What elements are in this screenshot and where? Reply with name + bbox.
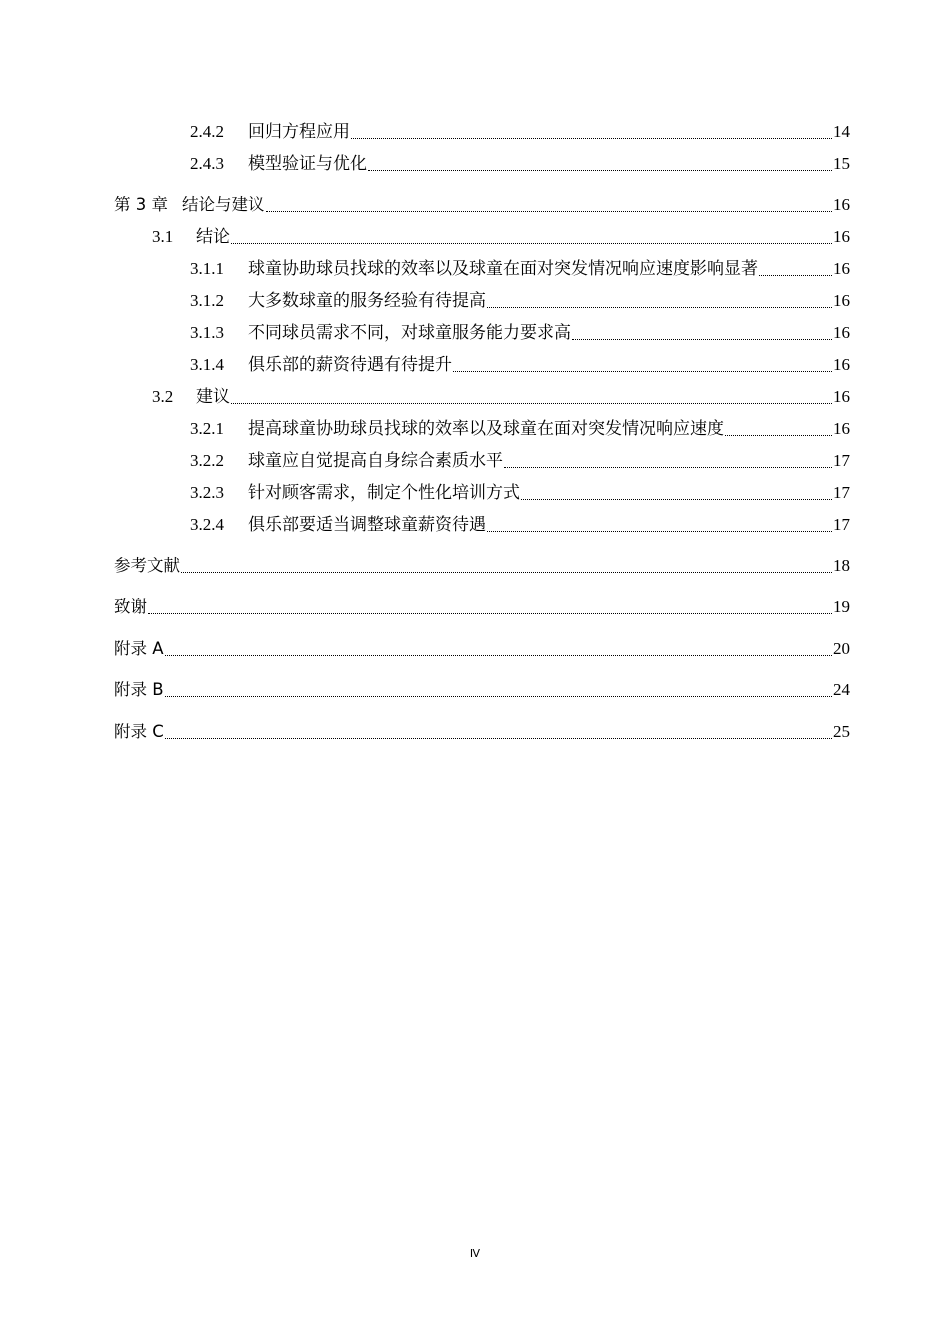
toc-entry-page: 16 — [833, 259, 850, 278]
toc-entry-chapter-3[interactable] — [114, 194, 850, 216]
toc-entry-3-1-2[interactable] — [190, 290, 850, 312]
toc-entry-title: 大多数球童的服务经验有待提高 — [248, 291, 486, 310]
toc-entry-page: 16 — [833, 387, 850, 406]
toc-entry-title: 致谢 — [114, 597, 147, 616]
toc-entry-3-1-1[interactable] — [190, 258, 850, 280]
toc-entry-page: 14 — [833, 122, 850, 141]
toc-entry-number: 第 3 章 — [114, 195, 168, 214]
dot-leader — [759, 274, 832, 276]
toc-entry-number: 3.2.2 — [190, 451, 224, 470]
toc-entry-page: 17 — [833, 483, 850, 502]
dot-leader — [453, 370, 832, 372]
toc-entry-page: 17 — [833, 451, 850, 470]
toc-entry-number: 3.2.3 — [190, 483, 224, 502]
toc-entry-appendix-b[interactable] — [114, 679, 850, 701]
toc-entry-title: 模型验证与优化 — [248, 154, 367, 173]
toc-entry-number: 3.1 — [152, 227, 174, 246]
toc-entry-title: 结论 — [196, 227, 230, 246]
dot-leader — [368, 169, 832, 171]
toc-entry-2-4-2[interactable] — [190, 121, 850, 143]
toc-entry-number: 3.1.1 — [190, 259, 224, 278]
dot-leader — [148, 612, 832, 614]
toc-entry-page: 20 — [833, 639, 850, 658]
toc-entry-page: 15 — [833, 154, 850, 173]
toc-entry-title: 俱乐部的薪资待遇有待提升 — [248, 355, 452, 374]
dot-leader — [725, 434, 832, 436]
dot-leader — [165, 695, 832, 697]
toc-entry-3-1-4[interactable] — [190, 354, 850, 376]
toc-entry-number: 3.2.4 — [190, 515, 224, 534]
toc-entry-title: 不同球员需求不同，对球童服务能力要求高 — [248, 323, 571, 342]
toc-entry-page: 25 — [833, 722, 850, 741]
toc-entry-number: 2.4.2 — [190, 122, 224, 141]
toc-entry-title: 俱乐部要适当调整球童薪资待遇 — [248, 515, 486, 534]
toc-entry-page: 16 — [833, 227, 850, 246]
toc-entry-3-2-4[interactable] — [190, 514, 850, 536]
toc-entry-references[interactable] — [114, 555, 850, 577]
dot-leader — [231, 402, 832, 404]
toc-entry-page: 24 — [833, 680, 850, 699]
toc-entry-title: 回归方程应用 — [248, 122, 350, 141]
toc-entry-page: 18 — [833, 556, 850, 575]
toc-entry-3-2[interactable] — [152, 386, 850, 408]
dot-leader — [181, 571, 832, 573]
toc-entry-2-4-3[interactable] — [190, 153, 850, 175]
toc-entry-title: 针对顾客需求，制定个性化培训方式 — [248, 483, 520, 502]
toc-entry-3-2-3[interactable] — [190, 482, 850, 504]
toc-entry-number: 3.2 — [152, 387, 174, 406]
toc-entry-3-2-1[interactable] — [190, 418, 850, 440]
dot-leader — [487, 530, 832, 532]
toc-entry-3-1-3[interactable] — [190, 322, 850, 344]
dot-leader — [165, 654, 832, 656]
dot-leader — [266, 210, 833, 212]
dot-leader — [351, 137, 832, 139]
toc-entry-number: 3.2.1 — [190, 419, 224, 438]
toc-entry-page: 17 — [833, 515, 850, 534]
toc-entry-page: 19 — [833, 597, 850, 616]
dot-leader — [521, 498, 832, 500]
toc-entry-appendix-a[interactable] — [114, 638, 850, 660]
toc-entry-title: 附录 A — [114, 639, 164, 658]
toc-entry-title: 参考文献 — [114, 556, 180, 575]
toc-entry-number: 3.1.3 — [190, 323, 224, 342]
dot-leader — [504, 466, 832, 468]
toc-entry-number: 2.4.3 — [190, 154, 224, 173]
toc-entry-3-1[interactable] — [152, 226, 850, 248]
toc-entry-3-2-2[interactable] — [190, 450, 850, 472]
toc-entry-appendix-c[interactable] — [114, 721, 850, 743]
toc-entry-page: 16 — [833, 355, 850, 374]
dot-leader — [165, 737, 832, 739]
dot-leader — [572, 338, 832, 340]
toc-entry-number: 3.1.2 — [190, 291, 224, 310]
toc-entry-title: 附录 C — [114, 722, 164, 741]
toc-entry-title: 球童协助球员找球的效率以及球童在面对突发情况响应速度影响显著 — [248, 259, 758, 278]
toc-entry-page: 16 — [833, 291, 850, 310]
toc-entry-number: 3.1.4 — [190, 355, 224, 374]
toc-entry-page: 16 — [833, 195, 850, 214]
toc-entry-title: 提高球童协助球员找球的效率以及球童在面对突发情况响应速度 — [248, 419, 724, 438]
page-number-footer: Ⅳ — [469, 1247, 481, 1260]
dot-leader — [487, 306, 832, 308]
toc-entry-page: 16 — [833, 323, 850, 342]
toc-entry-page: 16 — [833, 419, 850, 438]
toc-entry-acknowledgements[interactable] — [114, 596, 850, 618]
toc-entry-title: 球童应自觉提高自身综合素质水平 — [248, 451, 503, 470]
dot-leader — [231, 242, 832, 244]
toc-entry-title: 结论与建议 — [182, 195, 265, 214]
toc-entry-title: 附录 B — [114, 680, 164, 699]
toc-entry-title: 建议 — [196, 387, 230, 406]
